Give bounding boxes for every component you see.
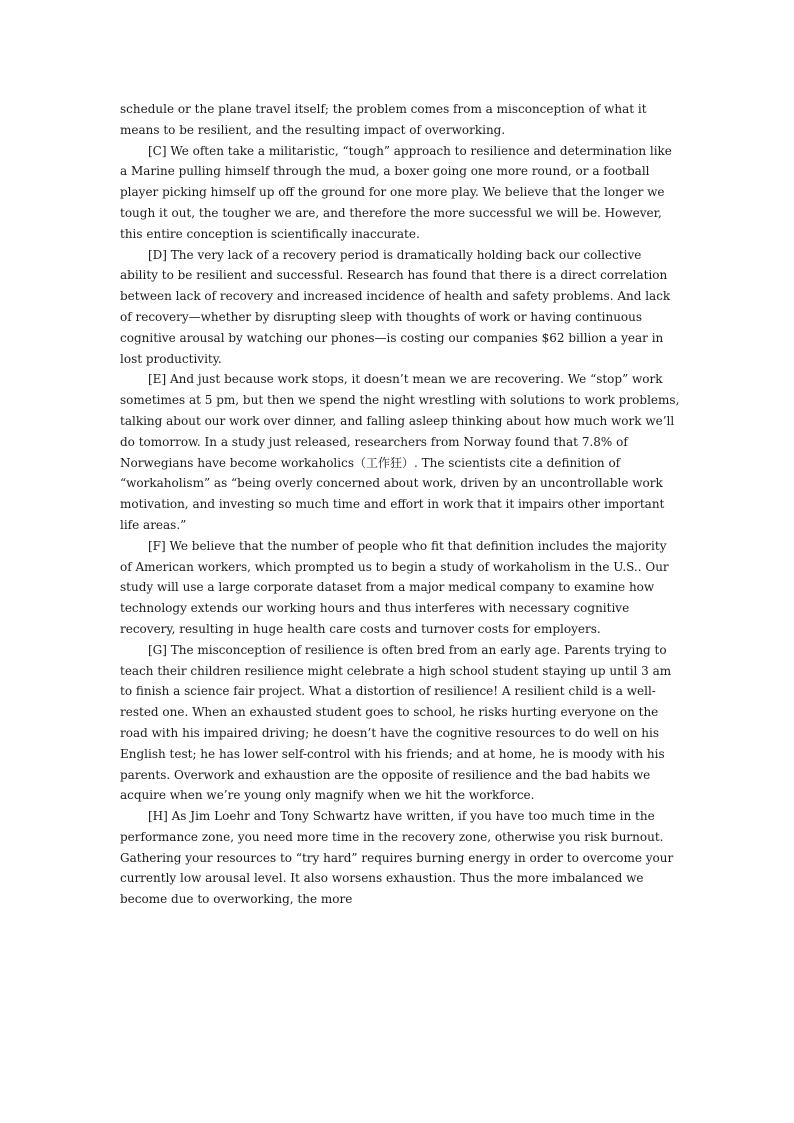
paragraph-d: [D] The very lack of a recovery period is dramatically holding back our collective ability to be resilient and successful. Research has found that there is a direct correlation between lack of recovery and increased incidence of health and safety problems. And lack of recovery—whether by disrupting sleep with thoughts of work or having continuous cognitive arousal by watching our phones—is costing our companies $62 billion a year in lost productivity. [120,247,671,366]
document-page [120,99,680,910]
paragraph-c: [C] We often take a militaristic, “tough” approach to resilience and determination like a Marine pulling himself through the mud, a boxer going one more round, or a football player picking himself up off the ground for one more play. We believe that the longer we tough it out, the tougher we are, and therefore the more successful we will be. However, this entire conception is scientifically inaccurate. [120,143,672,241]
paragraph-e: [E] And just because work stops, it doesn’t mean we are recovering. We “stop” work sometimes at 5 pm, but then we spend the night wrestling with solutions to work problems, talking about our work over dinner, and falling asleep thinking about how much work we’ll do tomorrow. In a study just released, researchers from Norway found that 7.8% of Norwegians have become workaholics（工作狂）. The scientists cite a definition of “workaholism” as “being overly concerned about work, driven by an uncontrollable work motivation, and investing so much time and effort in work that it impairs other important life areas.” [120,372,680,532]
paragraph-g: [G] The misconception of resilience is often bred from an early age. Parents trying to teach their children resilience might celebrate a high school student staying up until 3 am to finish a science fair project. What a distortion of resilience! A resilient child is a well-rested one. When an exhausted student goes to school, he risks hurting everyone on the road with his impaired driving; he doesn’t have the cognitive resources to do well on his English test; he has lower self-control with his friends; and at home, he is moody with his parents. Overwork and exhaustion are the opposite of resilience and the bad habits we acquire when we’re young only magnify when we hit the workforce. [120,642,672,803]
paragraph-continuation: schedule or the plane travel itself; the problem comes from a misconception of what it means to be resilient, and the resulting impact of overworking. [120,102,647,137]
paragraph-f: [F] We believe that the number of people who fit that definition includes the majority of American workers, which prompted us to begin a study of workaholism in the U.S.. Our study will use a large corporate dataset from a major medical company to examine how technology extends our working hours and thus interferes with necessary cognitive recovery, resulting in huge health care costs and turnover costs for employers. [120,538,669,636]
paragraph-h: [H] As Jim Loehr and Tony Schwartz have written, if you have too much time in the performance zone, you need more time in the recovery zone, otherwise you risk burnout. Gathering your resources to “try hard” requires burning energy in order to overcome your currently low arousal level. It also worsens exhaustion. Thus the more imbalanced we become due to overworking, the more [120,809,674,907]
